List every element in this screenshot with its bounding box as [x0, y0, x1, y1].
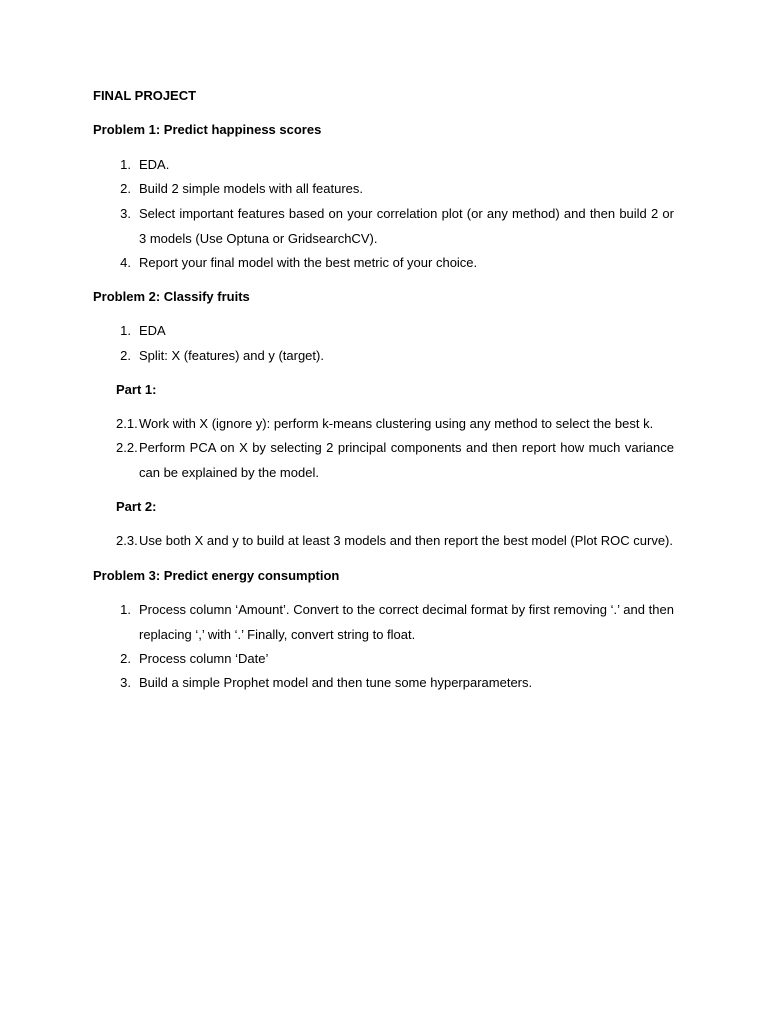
part1-heading: Part 1: [116, 382, 157, 397]
list-number: 2. [120, 181, 131, 196]
list-number: 2.1. [116, 416, 138, 431]
list-item [93, 157, 674, 173]
list-item [93, 675, 674, 691]
list-number: 2. [120, 651, 131, 666]
problem1-heading: Problem 1: Predict happiness scores [93, 122, 322, 137]
list-number: 2.3. [116, 533, 138, 548]
list-item [93, 202, 674, 251]
list-item [93, 533, 674, 549]
document-title: FINAL PROJECT [93, 88, 197, 103]
list-number: 3. [120, 206, 131, 221]
list-text: Process column ‘Amount’. Convert to the correct decimal format by first removing ‘.’ and then replacing ‘,’ with ‘.’ Finally, convert string to float. [139, 602, 674, 642]
list-number: 2.2. [116, 440, 138, 455]
problem3-heading: Problem 3: Predict energy consumption [93, 568, 340, 583]
problem2-heading: Problem 2: Classify fruits [93, 289, 250, 304]
list-item [93, 416, 674, 432]
list-text: EDA. [139, 157, 170, 172]
list-item [93, 598, 674, 647]
list-item [93, 436, 674, 485]
part2-heading: Part 2: [116, 499, 157, 514]
list-number: 2. [120, 348, 131, 363]
list-item [93, 323, 674, 339]
list-text: Split: X (features) and y (target). [139, 348, 324, 363]
list-text: Process column ‘Date’ [139, 651, 269, 666]
list-item [93, 348, 674, 364]
list-text: Report your final model with the best metric of your choice. [139, 255, 478, 270]
list-text: Build 2 simple models with all features. [139, 181, 363, 196]
list-text: Perform PCA on X by selecting 2 principal components and then report how much variance can be explained by the model. [139, 440, 674, 480]
list-text: Select important features based on your correlation plot (or any method) and then build 2 or 3 models (Use Optuna or GridsearchCV). [139, 206, 674, 246]
list-number: 1. [120, 323, 131, 338]
list-text: EDA [139, 323, 166, 338]
list-text: Build a simple Prophet model and then tune some hyperparameters. [139, 675, 533, 690]
list-item [93, 651, 674, 667]
list-number: 3. [120, 675, 131, 690]
list-number: 1. [120, 602, 131, 617]
list-text: Work with X (ignore y): perform k-means clustering using any method to select the best k. [139, 416, 654, 431]
list-number: 1. [120, 157, 131, 172]
list-item [93, 255, 674, 271]
list-text: Use both X and y to build at least 3 models and then report the best model (Plot ROC curve). [139, 533, 674, 548]
list-number: 4. [120, 255, 131, 270]
list-item [93, 181, 674, 197]
